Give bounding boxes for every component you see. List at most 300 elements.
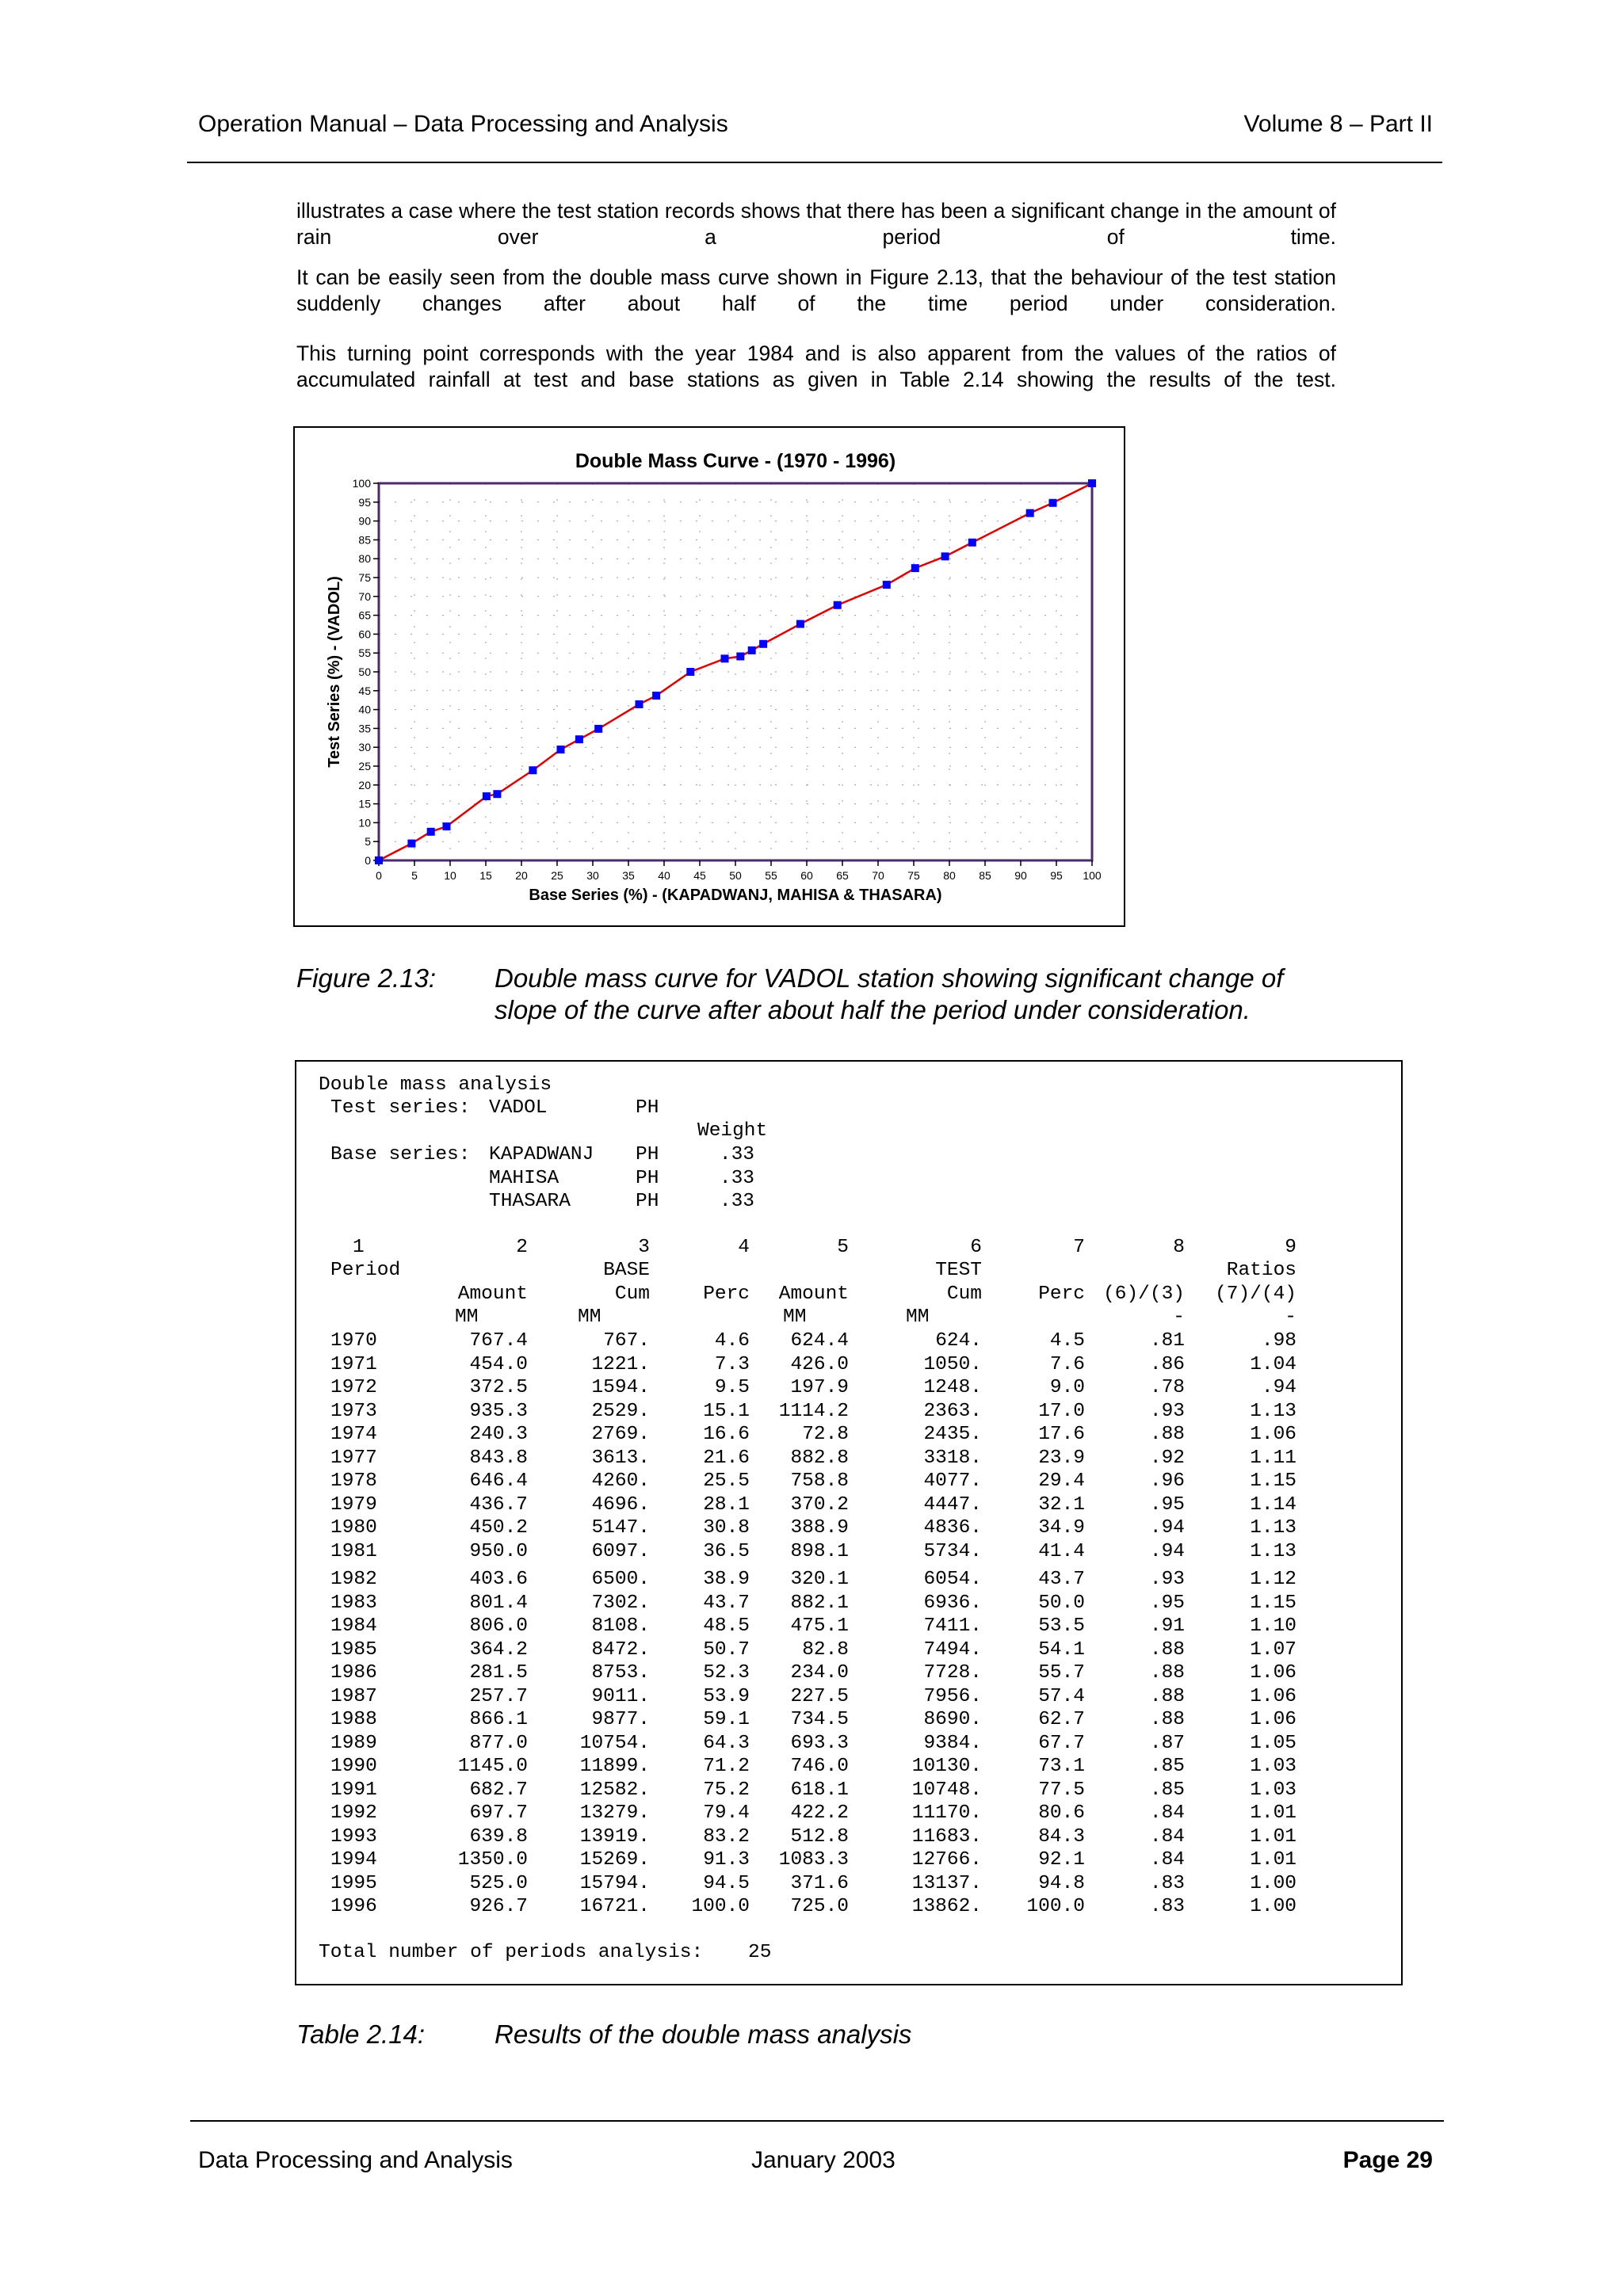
weight-label: Weight bbox=[697, 1120, 768, 1142]
header-row-1-col-3: BASE bbox=[603, 1260, 650, 1281]
y-tick-label: 60 bbox=[358, 627, 371, 641]
table-row-1973-col-3: 2529. bbox=[591, 1400, 650, 1422]
table-row-1994-col-1: 1994 bbox=[330, 1849, 377, 1871]
table-row-1995-col-1: 1995 bbox=[330, 1872, 377, 1894]
table-row-1989-col-7: 67.7 bbox=[1038, 1732, 1085, 1754]
table-row-1993-col-6: 11683. bbox=[911, 1825, 982, 1848]
table-row-1973-col-7: 17.0 bbox=[1038, 1400, 1085, 1422]
footer-left: Data Processing and Analysis bbox=[198, 2147, 513, 2173]
base-station-mahisa-type: PH bbox=[636, 1167, 659, 1189]
table-row-1992-col-9: 1.01 bbox=[1250, 1802, 1296, 1824]
table-row-1983-col-9: 1.15 bbox=[1250, 1592, 1296, 1614]
table-row-1982-col-7: 43.7 bbox=[1038, 1569, 1085, 1590]
table-row-1983-col-8: .95 bbox=[1149, 1592, 1185, 1614]
x-tick-label: 10 bbox=[444, 869, 456, 882]
table-row-1987-col-5: 227.5 bbox=[790, 1685, 849, 1707]
data-point bbox=[575, 735, 583, 743]
table-row-1971-col-7: 7.6 bbox=[1049, 1353, 1085, 1375]
base-station-thasara-weight: .33 bbox=[719, 1191, 754, 1212]
table-row-1970-col-7: 4.5 bbox=[1049, 1330, 1085, 1352]
figure-frame bbox=[293, 426, 1125, 927]
data-point bbox=[968, 539, 976, 547]
table-row-1988-col-5: 734.5 bbox=[790, 1709, 849, 1730]
data-point bbox=[1026, 509, 1034, 517]
x-tick-label: 45 bbox=[693, 869, 706, 882]
x-tick-label: 75 bbox=[907, 869, 920, 882]
table-row-1977-col-2: 843.8 bbox=[469, 1447, 528, 1469]
header-rule bbox=[187, 162, 1442, 163]
y-tick-label: 30 bbox=[358, 741, 371, 754]
table-row-1993-col-3: 13919. bbox=[579, 1825, 650, 1848]
table-row-1991-col-5: 618.1 bbox=[790, 1779, 849, 1801]
table-row-1990-col-5: 746.0 bbox=[790, 1756, 849, 1777]
data-point bbox=[594, 725, 602, 733]
table-row-1979-col-6: 4447. bbox=[923, 1493, 982, 1516]
table-row-1991-col-6: 10748. bbox=[911, 1779, 982, 1801]
table-row-1981-col-5: 898.1 bbox=[790, 1540, 849, 1562]
footer-rule bbox=[190, 2120, 1444, 2122]
table-row-1995-col-5: 371.6 bbox=[790, 1872, 849, 1894]
header-row-3-col-6: MM bbox=[906, 1306, 930, 1328]
data-point bbox=[759, 640, 767, 648]
table-row-1977-col-5: 882.8 bbox=[790, 1447, 849, 1469]
table-row-1992-col-2: 697.7 bbox=[469, 1802, 528, 1824]
table-row-1988-col-4: 59.1 bbox=[703, 1709, 750, 1730]
column-number-col-4: 4 bbox=[738, 1237, 750, 1258]
table-row-1996-col-4: 100.0 bbox=[691, 1896, 750, 1917]
header-row-3-col-8: - bbox=[1173, 1306, 1185, 1328]
y-tick-label: 35 bbox=[358, 722, 371, 735]
table-row-1984-col-5: 475.1 bbox=[790, 1615, 849, 1637]
table-row-1970-col-3: 767. bbox=[603, 1330, 650, 1352]
table-row-1974-col-5: 72.8 bbox=[802, 1424, 849, 1445]
table-row-1996-col-9: 1.00 bbox=[1250, 1896, 1296, 1917]
table-row-1972-col-1: 1972 bbox=[330, 1377, 377, 1398]
table-row-1977-col-1: 1977 bbox=[330, 1447, 377, 1469]
table-row-1980-col-8: .94 bbox=[1149, 1517, 1185, 1539]
table-row-1996-col-8: .83 bbox=[1149, 1896, 1185, 1917]
table-row-1974-col-1: 1974 bbox=[330, 1424, 377, 1445]
x-tick-label: 50 bbox=[729, 869, 742, 882]
table-row-1979-col-4: 28.1 bbox=[703, 1493, 750, 1516]
table-row-1988-col-3: 9877. bbox=[591, 1709, 650, 1730]
test-series-station: VADOL bbox=[489, 1097, 548, 1119]
table-row-1986-col-3: 8753. bbox=[591, 1662, 650, 1684]
data-point bbox=[375, 856, 383, 864]
y-tick-label: 25 bbox=[358, 760, 371, 772]
column-number-col-8: 8 bbox=[1173, 1237, 1185, 1258]
total-periods-value: 25 bbox=[748, 1942, 772, 1963]
table-row-1993-col-5: 512.8 bbox=[790, 1825, 849, 1848]
x-tick-label: 90 bbox=[1014, 869, 1027, 882]
table-row-1995-col-4: 94.5 bbox=[703, 1872, 750, 1894]
table-row-1972-col-5: 197.9 bbox=[790, 1377, 849, 1398]
x-tick-label: 55 bbox=[765, 869, 777, 882]
y-tick-label: 95 bbox=[358, 495, 371, 509]
y-tick-label: 15 bbox=[358, 797, 371, 810]
table-row-1990-col-1: 1990 bbox=[330, 1756, 377, 1777]
table-row-1985-col-2: 364.2 bbox=[469, 1638, 528, 1661]
data-point bbox=[736, 652, 744, 660]
table-row-1974-col-8: .88 bbox=[1149, 1424, 1185, 1445]
table-row-1995-col-9: 1.00 bbox=[1250, 1872, 1296, 1894]
table-row-1979-col-7: 32.1 bbox=[1038, 1493, 1085, 1516]
data-point bbox=[941, 552, 949, 560]
table-row-1980-col-9: 1.13 bbox=[1250, 1517, 1296, 1539]
table-row-1991-col-3: 12582. bbox=[579, 1779, 650, 1801]
table-row-1993-col-8: .84 bbox=[1149, 1825, 1185, 1848]
table-row-1978-col-4: 25.5 bbox=[703, 1470, 750, 1492]
table-row-1983-col-1: 1983 bbox=[330, 1592, 377, 1614]
table-row-1978-col-9: 1.15 bbox=[1250, 1470, 1296, 1492]
table-row-1973-col-6: 2363. bbox=[923, 1400, 982, 1422]
table-row-1991-col-1: 1991 bbox=[330, 1779, 377, 1801]
running-header-title: Operation Manual – Data Processing and Analysis bbox=[198, 111, 728, 137]
table-row-1992-col-3: 13279. bbox=[579, 1802, 650, 1824]
x-tick-label: 100 bbox=[1083, 869, 1102, 882]
table-row-1984-col-8: .91 bbox=[1149, 1615, 1185, 1637]
table-row-1985-col-5: 82.8 bbox=[802, 1638, 849, 1661]
table-row-1982-col-4: 38.9 bbox=[703, 1569, 750, 1590]
table-row-1984-col-2: 806.0 bbox=[469, 1615, 528, 1637]
base-station-mahisa-weight: .33 bbox=[719, 1167, 754, 1189]
table-row-1978-col-7: 29.4 bbox=[1038, 1470, 1085, 1492]
base-station-kapadwanj-type: PH bbox=[636, 1144, 659, 1165]
data-point bbox=[652, 692, 660, 700]
table-row-1985-col-8: .88 bbox=[1149, 1638, 1185, 1661]
table-row-1981-col-9: 1.13 bbox=[1250, 1540, 1296, 1562]
x-axis-label: Base Series (%) - (KAPADWANJ, MAHISA & THASARA) bbox=[529, 887, 942, 904]
table-row-1985-col-4: 50.7 bbox=[703, 1638, 750, 1661]
x-tick-label: 20 bbox=[515, 869, 528, 882]
data-point bbox=[721, 654, 729, 662]
table-row-1995-col-7: 94.8 bbox=[1038, 1872, 1085, 1894]
x-tick-label: 0 bbox=[376, 869, 382, 882]
table-row-1996-col-6: 13862. bbox=[911, 1896, 982, 1917]
data-point bbox=[483, 792, 491, 800]
header-row-1-col-1: Period bbox=[330, 1260, 401, 1281]
table-row-1994-col-7: 92.1 bbox=[1038, 1849, 1085, 1871]
table-row-1989-col-5: 693.3 bbox=[790, 1732, 849, 1754]
table-row-1984-col-3: 8108. bbox=[591, 1615, 650, 1637]
header-row-2-col-9: (7)/(4) bbox=[1215, 1283, 1296, 1305]
table-row-1972-col-6: 1248. bbox=[923, 1377, 982, 1398]
table-row-1980-col-7: 34.9 bbox=[1038, 1517, 1085, 1539]
table-caption-text: Results of the double mass analysis bbox=[495, 2019, 912, 2049]
data-point bbox=[796, 620, 804, 628]
data-point bbox=[427, 828, 435, 836]
table-row-1971-col-1: 1971 bbox=[330, 1353, 377, 1375]
data-point bbox=[883, 581, 891, 589]
table-row-1979-col-5: 370.2 bbox=[790, 1493, 849, 1516]
table-row-1970-col-1: 1970 bbox=[330, 1330, 377, 1352]
table-row-1990-col-3: 11899. bbox=[579, 1756, 650, 1777]
y-tick-label: 70 bbox=[358, 589, 371, 603]
table-row-1991-col-4: 75.2 bbox=[703, 1779, 750, 1801]
header-row-1-col-9: Ratios bbox=[1226, 1260, 1296, 1281]
table-row-1990-col-9: 1.03 bbox=[1250, 1756, 1296, 1777]
table-row-1983-col-5: 882.1 bbox=[790, 1592, 849, 1614]
footer-center: January 2003 bbox=[751, 2147, 896, 2173]
table-row-1978-col-8: .96 bbox=[1149, 1470, 1185, 1492]
table-row-1973-col-2: 935.3 bbox=[469, 1400, 528, 1422]
header-row-2-col-8: (6)/(3) bbox=[1103, 1283, 1185, 1305]
y-tick-label: 80 bbox=[358, 552, 371, 566]
table-row-1982-col-5: 320.1 bbox=[790, 1569, 849, 1590]
base-series-label: Base series: bbox=[330, 1144, 471, 1165]
table-row-1986-col-6: 7728. bbox=[923, 1662, 982, 1684]
table-row-1974-col-6: 2435. bbox=[923, 1424, 982, 1445]
table-row-1990-col-7: 73.1 bbox=[1038, 1756, 1085, 1777]
y-tick-label: 0 bbox=[365, 854, 371, 867]
paragraph-2: It can be easily seen from the double mass curve shown in Figure 2.13, that the behaviour of the test station suddenly changes after about half of the time period under consideration. bbox=[296, 265, 1336, 315]
analysis-title: Double mass analysis bbox=[319, 1074, 552, 1096]
y-tick-label: 40 bbox=[358, 703, 371, 716]
paragraph-3: This turning point corresponds with the year 1984 and is also apparent from the values of the ratios of accumulated rainfall at test and base stations as given in Table 2.14 showing the results of the test. bbox=[296, 341, 1336, 391]
x-tick-label: 95 bbox=[1050, 869, 1063, 882]
table-row-1977-col-4: 21.6 bbox=[703, 1447, 750, 1469]
header-row-2-col-3: Cum bbox=[614, 1283, 650, 1305]
table-row-1993-col-2: 639.8 bbox=[469, 1825, 528, 1848]
table-row-1987-col-8: .88 bbox=[1149, 1685, 1185, 1707]
table-row-1992-col-1: 1992 bbox=[330, 1802, 377, 1824]
table-row-1989-col-1: 1989 bbox=[330, 1732, 377, 1754]
data-point bbox=[834, 601, 842, 609]
table-row-1984-col-4: 48.5 bbox=[703, 1615, 750, 1637]
table-row-1979-col-8: .95 bbox=[1149, 1493, 1185, 1516]
table-row-1986-col-2: 281.5 bbox=[469, 1662, 528, 1684]
table-row-1986-col-8: .88 bbox=[1149, 1662, 1185, 1684]
x-tick-label: 80 bbox=[943, 869, 956, 882]
double-mass-chart bbox=[295, 428, 1124, 925]
table-row-1984-col-6: 7411. bbox=[923, 1615, 982, 1637]
table-row-1991-col-2: 682.7 bbox=[469, 1779, 528, 1801]
table-row-1971-col-5: 426.0 bbox=[790, 1353, 849, 1375]
table-row-1981-col-3: 6097. bbox=[591, 1540, 650, 1562]
table-row-1973-col-8: .93 bbox=[1149, 1400, 1185, 1422]
table-row-1970-col-9: .98 bbox=[1261, 1330, 1296, 1352]
column-number-col-7: 7 bbox=[1073, 1237, 1085, 1258]
table-row-1977-col-8: .92 bbox=[1149, 1447, 1185, 1469]
y-tick-label: 5 bbox=[365, 835, 371, 849]
table-row-1983-col-6: 6936. bbox=[923, 1592, 982, 1614]
table-row-1994-col-4: 91.3 bbox=[703, 1849, 750, 1871]
y-tick-label: 50 bbox=[358, 666, 371, 678]
table-row-1981-col-8: .94 bbox=[1149, 1540, 1185, 1562]
header-row-2-col-2: Amount bbox=[457, 1283, 528, 1305]
table-row-1992-col-4: 79.4 bbox=[703, 1802, 750, 1824]
table-row-1993-col-9: 1.01 bbox=[1250, 1825, 1296, 1848]
table-row-1986-col-4: 52.3 bbox=[703, 1662, 750, 1684]
x-tick-label: 25 bbox=[551, 869, 563, 882]
table-row-1980-col-1: 1980 bbox=[330, 1517, 377, 1539]
data-point bbox=[529, 766, 537, 774]
table-row-1979-col-2: 436.7 bbox=[469, 1493, 528, 1516]
y-tick-label: 10 bbox=[358, 816, 371, 830]
header-row-3-col-5: MM bbox=[783, 1306, 807, 1328]
header-row-1-col-6: TEST bbox=[935, 1260, 982, 1281]
figure-caption-line-1: Double mass curve for VADOL station showing significant change of bbox=[495, 963, 1284, 993]
data-point bbox=[748, 646, 756, 654]
table-row-1985-col-9: 1.07 bbox=[1250, 1638, 1296, 1661]
table-row-1989-col-9: 1.05 bbox=[1250, 1732, 1296, 1754]
table-row-1980-col-3: 5147. bbox=[591, 1517, 650, 1539]
table-row-1970-col-5: 624.4 bbox=[790, 1330, 849, 1352]
table-row-1973-col-1: 1973 bbox=[330, 1400, 377, 1422]
table-row-1970-col-8: .81 bbox=[1149, 1330, 1185, 1352]
column-number-col-5: 5 bbox=[837, 1237, 849, 1258]
table-caption-label: Table 2.14: bbox=[296, 2019, 426, 2049]
table-row-1992-col-8: .84 bbox=[1149, 1802, 1185, 1824]
table-row-1973-col-9: 1.13 bbox=[1250, 1400, 1296, 1422]
table-row-1995-col-2: 525.0 bbox=[469, 1872, 528, 1894]
data-point bbox=[1088, 479, 1096, 487]
table-row-1992-col-6: 11170. bbox=[911, 1802, 982, 1824]
data-point bbox=[636, 700, 643, 708]
table-row-1996-col-1: 1996 bbox=[330, 1896, 377, 1917]
x-tick-label: 35 bbox=[622, 869, 635, 882]
header-row-3-col-3: MM bbox=[578, 1306, 601, 1328]
test-series-label: Test series: bbox=[330, 1097, 471, 1119]
table-row-1987-col-3: 9011. bbox=[591, 1685, 650, 1707]
table-row-1989-col-8: .87 bbox=[1149, 1732, 1185, 1754]
table-row-1981-col-6: 5734. bbox=[923, 1540, 982, 1562]
y-tick-label: 85 bbox=[358, 533, 371, 547]
table-row-1986-col-5: 234.0 bbox=[790, 1662, 849, 1684]
table-row-1983-col-2: 801.4 bbox=[469, 1592, 528, 1614]
table-row-1986-col-7: 55.7 bbox=[1038, 1662, 1085, 1684]
table-row-1983-col-4: 43.7 bbox=[703, 1592, 750, 1614]
table-row-1994-col-9: 1.01 bbox=[1250, 1849, 1296, 1871]
table-row-1990-col-4: 71.2 bbox=[703, 1756, 750, 1777]
running-header-volume: Volume 8 – Part II bbox=[1243, 111, 1433, 137]
table-row-1988-col-8: .88 bbox=[1149, 1709, 1185, 1730]
x-tick-label: 85 bbox=[979, 869, 991, 882]
table-row-1992-col-7: 80.6 bbox=[1038, 1802, 1085, 1824]
table-row-1971-col-9: 1.04 bbox=[1250, 1353, 1296, 1375]
table-row-1987-col-1: 1987 bbox=[330, 1685, 377, 1707]
table-row-1979-col-3: 4696. bbox=[591, 1493, 650, 1516]
table-row-1993-col-4: 83.2 bbox=[703, 1825, 750, 1848]
analysis-output-box bbox=[295, 1060, 1403, 1985]
table-row-1978-col-3: 4260. bbox=[591, 1470, 650, 1492]
table-row-1983-col-3: 7302. bbox=[591, 1592, 650, 1614]
table-row-1973-col-5: 1114.2 bbox=[778, 1400, 849, 1422]
header-row-3-col-2: MM bbox=[455, 1306, 479, 1328]
column-number-col-6: 6 bbox=[970, 1237, 982, 1258]
table-row-1981-col-4: 36.5 bbox=[703, 1540, 750, 1562]
table-row-1980-col-5: 388.9 bbox=[790, 1517, 849, 1539]
table-row-1996-col-7: 100.0 bbox=[1026, 1896, 1085, 1917]
data-point bbox=[493, 790, 501, 798]
column-number-col-2: 2 bbox=[516, 1237, 528, 1258]
data-point bbox=[443, 822, 451, 830]
header-row-2-col-5: Amount bbox=[778, 1283, 849, 1305]
table-row-1977-col-6: 3318. bbox=[923, 1447, 982, 1469]
table-row-1996-col-2: 926.7 bbox=[469, 1896, 528, 1917]
table-row-1971-col-6: 1050. bbox=[923, 1353, 982, 1375]
paragraph-1: illustrates a case where the test station records shows that there has been a significant change in the amount of rain over a period of time. bbox=[296, 199, 1336, 249]
table-row-1984-col-7: 53.5 bbox=[1038, 1615, 1085, 1637]
table-row-1989-col-2: 877.0 bbox=[469, 1732, 528, 1754]
table-row-1988-col-9: 1.06 bbox=[1250, 1709, 1296, 1730]
table-row-1971-col-4: 7.3 bbox=[714, 1353, 750, 1375]
table-row-1981-col-2: 950.0 bbox=[469, 1540, 528, 1562]
table-row-1995-col-3: 15794. bbox=[579, 1872, 650, 1894]
table-row-1988-col-2: 866.1 bbox=[469, 1709, 528, 1730]
table-row-1973-col-4: 15.1 bbox=[703, 1400, 750, 1422]
table-row-1974-col-3: 2769. bbox=[591, 1424, 650, 1445]
table-row-1971-col-2: 454.0 bbox=[469, 1353, 528, 1375]
table-row-1972-col-9: .94 bbox=[1261, 1377, 1296, 1398]
y-tick-label: 55 bbox=[358, 646, 371, 660]
table-row-1993-col-1: 1993 bbox=[330, 1825, 377, 1848]
table-row-1970-col-2: 767.4 bbox=[469, 1330, 528, 1352]
plot-area bbox=[379, 483, 1092, 860]
x-tick-label: 60 bbox=[800, 869, 813, 882]
table-row-1972-col-7: 9.0 bbox=[1049, 1377, 1085, 1398]
table-row-1985-col-1: 1985 bbox=[330, 1638, 377, 1661]
table-row-1974-col-7: 17.6 bbox=[1038, 1424, 1085, 1445]
x-tick-label: 40 bbox=[658, 869, 670, 882]
table-row-1978-col-5: 758.8 bbox=[790, 1470, 849, 1492]
table-row-1987-col-6: 7956. bbox=[923, 1685, 982, 1707]
table-row-1979-col-9: 1.14 bbox=[1250, 1493, 1296, 1516]
table-row-1991-col-7: 77.5 bbox=[1038, 1779, 1085, 1801]
table-row-1972-col-2: 372.5 bbox=[469, 1377, 528, 1398]
table-row-1993-col-7: 84.3 bbox=[1038, 1825, 1085, 1848]
data-point bbox=[557, 746, 565, 753]
y-axis-label: Test Series (%) - (VADOL) bbox=[326, 576, 343, 768]
base-station-thasara-name: THASARA bbox=[489, 1191, 571, 1212]
table-row-1990-col-2: 1145.0 bbox=[457, 1756, 528, 1777]
base-station-thasara-type: PH bbox=[636, 1191, 659, 1212]
table-row-1982-col-2: 403.6 bbox=[469, 1569, 528, 1590]
table-row-1984-col-1: 1984 bbox=[330, 1615, 377, 1637]
table-row-1987-col-2: 257.7 bbox=[469, 1685, 528, 1707]
table-row-1982-col-8: .93 bbox=[1149, 1569, 1185, 1590]
test-series-type: PH bbox=[636, 1097, 659, 1119]
x-tick-label: 70 bbox=[872, 869, 884, 882]
data-point bbox=[686, 668, 694, 676]
table-row-1990-col-8: .85 bbox=[1149, 1756, 1185, 1777]
table-row-1972-col-8: .78 bbox=[1149, 1377, 1185, 1398]
table-row-1988-col-6: 8690. bbox=[923, 1709, 982, 1730]
table-row-1988-col-7: 62.7 bbox=[1038, 1709, 1085, 1730]
table-row-1995-col-8: .83 bbox=[1149, 1872, 1185, 1894]
y-tick-label: 20 bbox=[358, 778, 371, 791]
table-row-1987-col-9: 1.06 bbox=[1250, 1685, 1296, 1707]
table-row-1994-col-6: 12766. bbox=[911, 1849, 982, 1871]
table-row-1994-col-8: .84 bbox=[1149, 1849, 1185, 1871]
table-row-1980-col-6: 4836. bbox=[923, 1517, 982, 1539]
table-row-1991-col-8: .85 bbox=[1149, 1779, 1185, 1801]
table-row-1987-col-7: 57.4 bbox=[1038, 1685, 1085, 1707]
table-row-1985-col-7: 54.1 bbox=[1038, 1638, 1085, 1661]
column-number-col-3: 3 bbox=[638, 1237, 650, 1258]
y-tick-label: 75 bbox=[358, 571, 371, 584]
figure-caption-label: Figure 2.13: bbox=[296, 963, 437, 993]
table-row-1995-col-6: 13137. bbox=[911, 1872, 982, 1894]
base-station-kapadwanj-weight: .33 bbox=[719, 1144, 754, 1165]
y-tick-label: 65 bbox=[358, 608, 371, 622]
table-row-1982-col-9: 1.12 bbox=[1250, 1569, 1296, 1590]
column-number-col-1: 1 bbox=[353, 1237, 365, 1258]
table-row-1978-col-2: 646.4 bbox=[469, 1470, 528, 1492]
table-row-1974-col-9: 1.06 bbox=[1250, 1424, 1296, 1445]
table-row-1989-col-3: 10754. bbox=[579, 1732, 650, 1754]
table-row-1970-col-6: 624. bbox=[935, 1330, 982, 1352]
